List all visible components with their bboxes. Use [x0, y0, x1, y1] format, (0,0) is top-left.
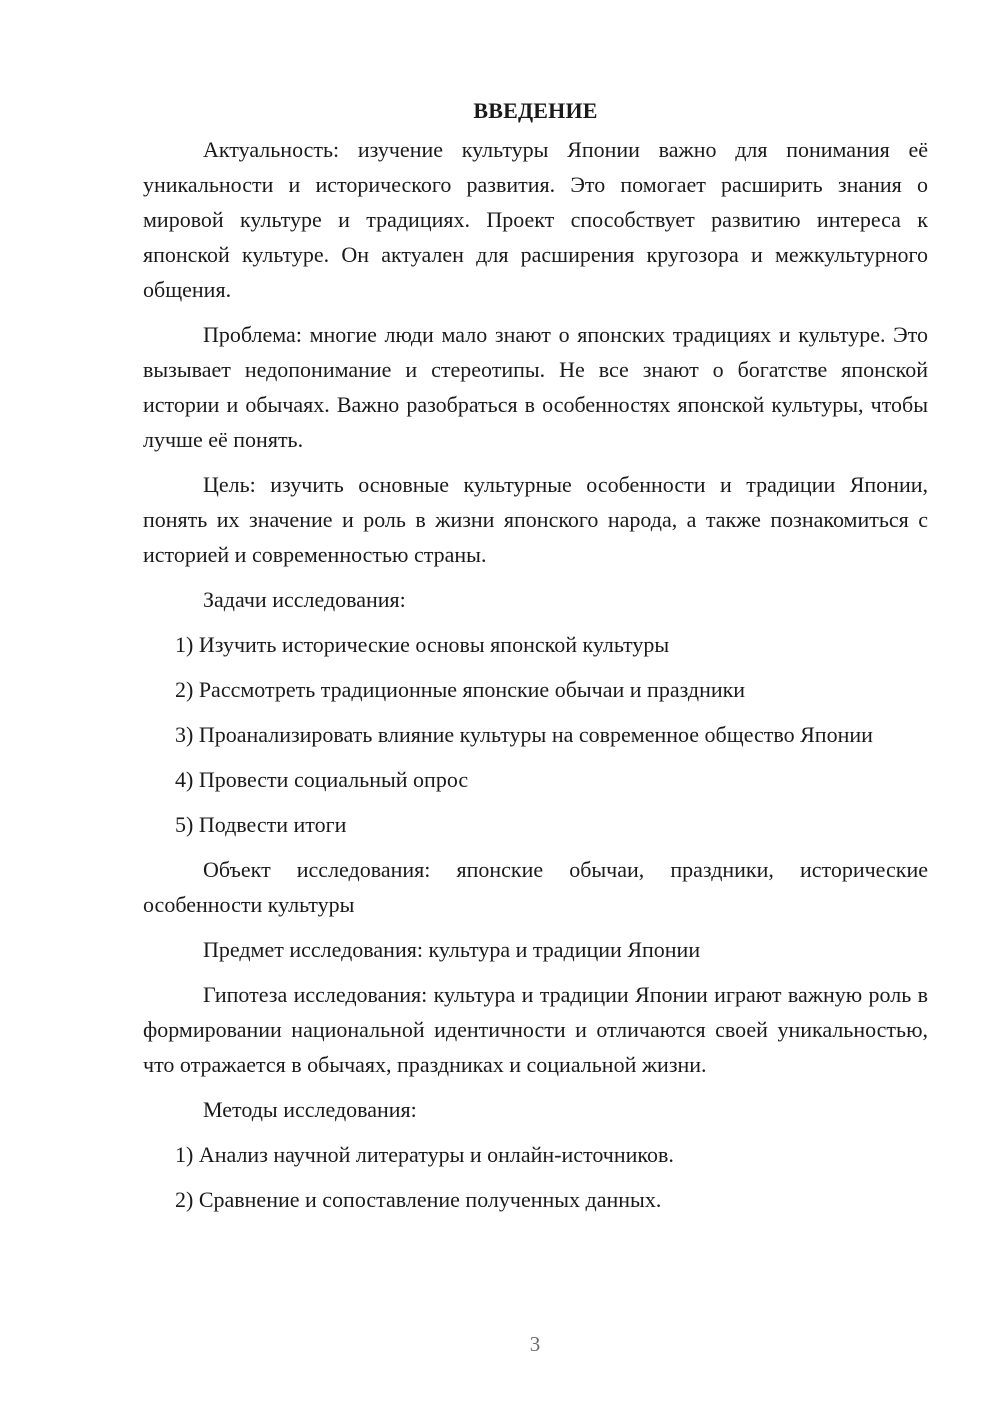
paragraph-methods-heading: Методы исследования: — [203, 1097, 417, 1122]
paragraph-hypothesis: Гипотеза исследования: культура и традиции Японии играют важную роль в формировании национальной идентичности и отличаются своей уникальностью, что отражается в обычаях, праздниках и социальной жизни. — [143, 982, 928, 1077]
task-item-1: 1) Изучить исторические основы японской культуры — [175, 632, 670, 657]
task-item-5: 5) Подвести итоги — [175, 812, 347, 837]
task-item-4: 4) Провести социальный опрос — [175, 767, 469, 792]
task-item-3: 3) Проанализировать влияние культуры на современное общество Японии — [175, 722, 873, 747]
task-item-2: 2) Рассмотреть традиционные японские обычаи и праздники — [175, 677, 746, 702]
paragraph-object: Объект исследования: японские обычаи, праздники, исторические особенности культуры — [143, 857, 928, 917]
paragraph-goal: Цель: изучить основные культурные особенности и традиции Японии, понять их значение и роль в жизни японского народа, а также познакомиться с историей и современностью страны. — [143, 472, 928, 567]
method-item-2: 2) Сравнение и сопоставление полученных данных. — [175, 1187, 662, 1212]
page-number: 3 — [529, 1332, 541, 1356]
page-title: ВВЕДЕНИЕ — [473, 98, 598, 123]
paragraph-problem: Проблема: многие люди мало знают о японских традициях и культуре. Это вызывает недопонимание и стереотипы. Не все знают о богатстве японской истории и обычаях. Важно разобраться в особенностях японской культуры, чтобы лучше её понять. — [143, 322, 928, 452]
document-page — [143, 96, 928, 1227]
paragraph-subject: Предмет исследования: культура и традиции Японии — [203, 937, 701, 962]
paragraph-tasks-heading: Задачи исследования: — [203, 587, 406, 612]
paragraph-relevance: Актуальность: изучение культуры Японии важно для понимания её уникальности и исторического развития. Это помогает расширить знания о мировой культуре и традициях. Проект способствует развитию интереса к японской культуре. Он актуален для расширения кругозора и межкультурного общения. — [143, 137, 928, 302]
method-item-1: 1) Анализ научной литературы и онлайн-источников. — [175, 1142, 674, 1167]
